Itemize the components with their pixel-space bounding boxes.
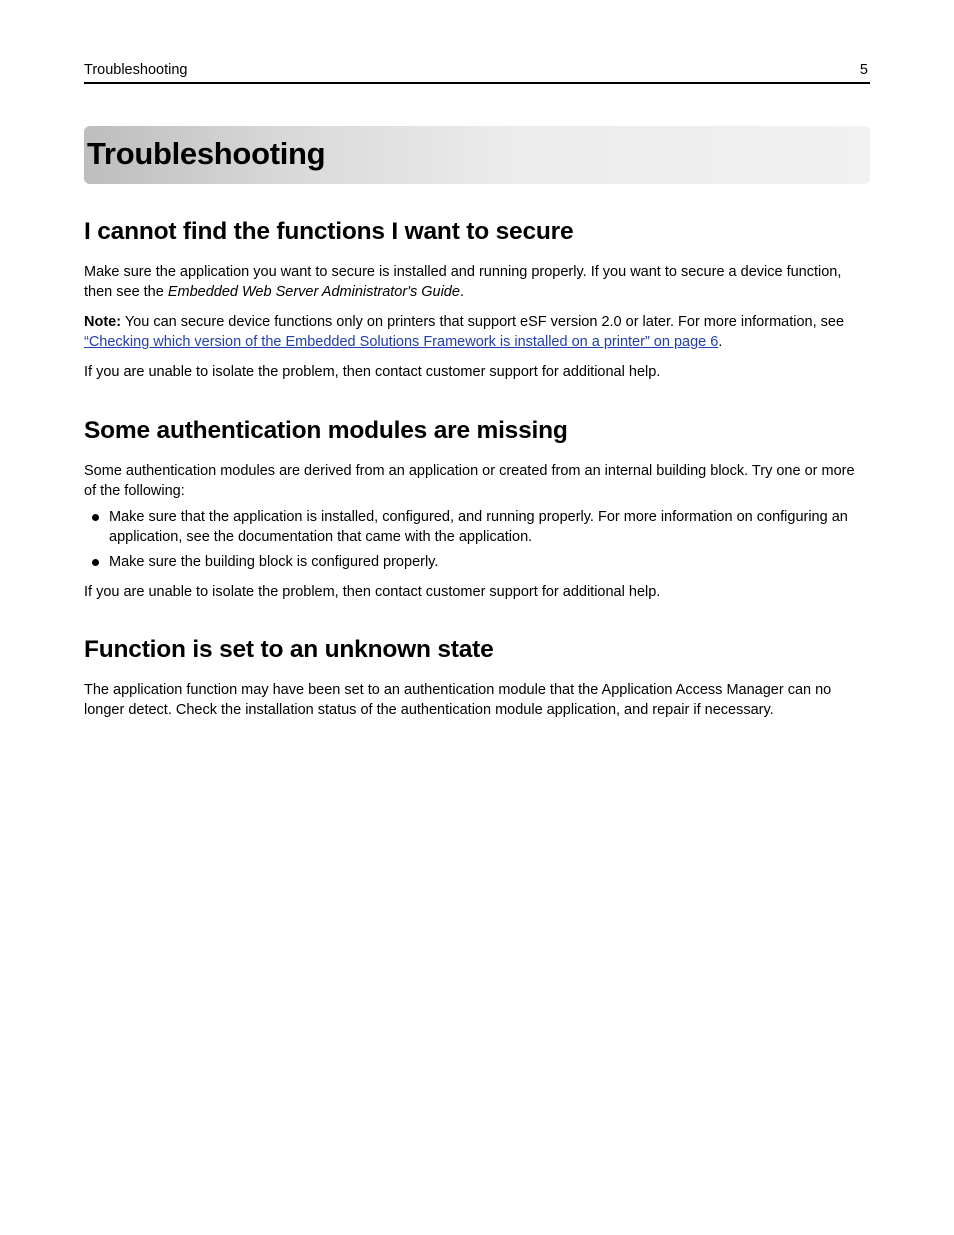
- section-authentication-modules-missing: [84, 415, 870, 602]
- section-heading: Function is set to an unknown state: [84, 636, 494, 663]
- bullet-icon: [92, 559, 99, 566]
- paragraph: [84, 262, 870, 302]
- running-header: [84, 60, 870, 84]
- list-item: [84, 552, 870, 572]
- paragraph: Some authentication modules are derived from an application or created from an internal building block. Try one or more of the following:: [84, 463, 855, 499]
- paragraph-text: Make sure the application you want to secure is installed and running properly. If you want to secure a device function, then see the: [84, 264, 842, 300]
- cross-reference-link[interactable]: “Checking which version of the Embedded Solutions Framework is installed on a printer” on page 6: [84, 334, 719, 350]
- bullet-list: [84, 507, 870, 572]
- guide-title: Embedded Web Server Administrator's Guide: [167, 284, 460, 300]
- note-end: .: [718, 334, 723, 350]
- paragraph: If you are unable to isolate the problem, then contact customer support for additional help.: [84, 584, 661, 600]
- list-item-text: Make sure that the application is installed, configured, and running properly. For more information on configuring an application, see the documentation that came with the application.: [109, 509, 848, 545]
- chapter-banner: [84, 126, 870, 184]
- note-label: Note:: [84, 314, 122, 330]
- paragraph: The application function may have been set to an authentication module that the Application Access Manager can no longer detect. Check the installation status of the authentication module application, and repair if necessary.: [84, 682, 832, 718]
- list-item: [84, 507, 870, 547]
- section-cannot-find-functions: [84, 216, 870, 382]
- paragraph: If you are unable to isolate the problem, then contact customer support for additional help.: [84, 364, 661, 380]
- chapter-title: Troubleshooting: [87, 136, 326, 171]
- note-text: You can secure device functions only on printers that support eSF version 2.0 or later. For more information, see: [121, 314, 845, 330]
- page-number: 5: [859, 62, 868, 78]
- list-item-text: Make sure the building block is configured properly.: [109, 554, 439, 570]
- bullet-icon: [92, 514, 99, 521]
- section-function-unknown-state: [84, 634, 870, 720]
- running-header-title: Troubleshooting: [84, 62, 188, 78]
- section-heading: Some authentication modules are missing: [84, 417, 568, 444]
- section-heading: I cannot find the functions I want to secure: [84, 218, 574, 245]
- note-paragraph: [84, 312, 870, 352]
- paragraph-end: .: [459, 284, 464, 300]
